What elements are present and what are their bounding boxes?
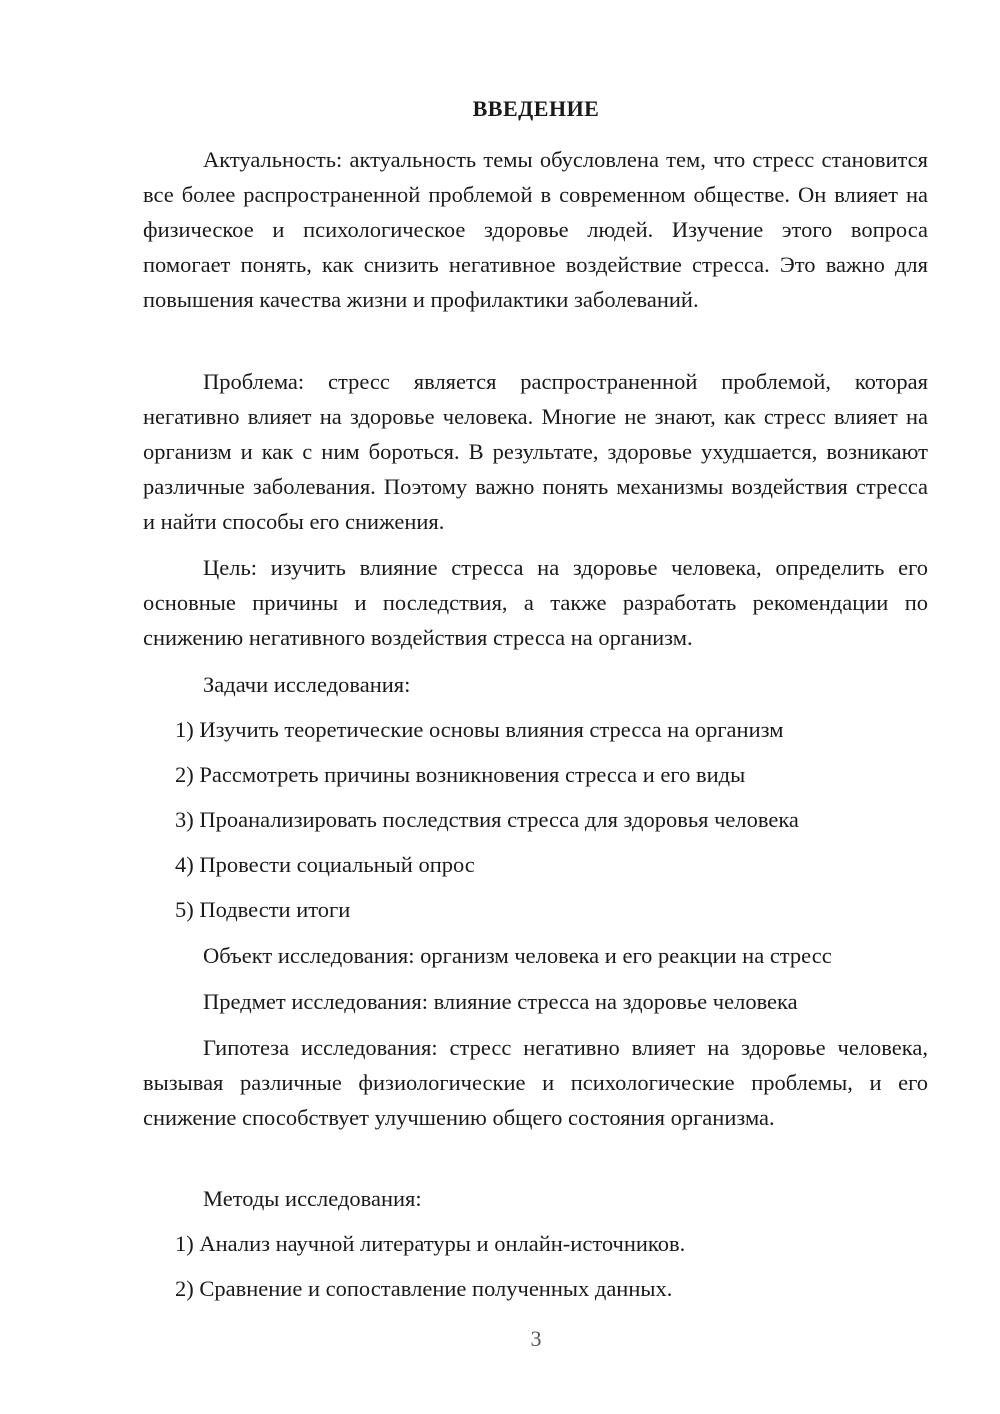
methods-heading: Методы исследования: xyxy=(203,1186,422,1211)
problem-paragraph: Проблема: стресс является распространенной проблемой, которая негативно влияет на здоровье человека. Многие не знают, как стресс влияет на организм и как с ним бороться. В результате, здоровье ухудшается, возникают различные заболевания. Поэтому важно понять механизмы воздействия стресса и найти способы его снижения. xyxy=(143,369,928,534)
hypothesis-paragraph: Гипотеза исследования: стресс негативно влияет на здоровье человека, вызывая различные физиологические и психологические проблемы, и его снижение способствует улучшению общего состояния организма. xyxy=(143,1035,928,1130)
task-item: 1) Изучить теоретические основы влияния стресса на организм xyxy=(175,717,784,742)
page-title: ВВЕДЕНИЕ xyxy=(472,96,600,121)
task-item: 5) Подвести итоги xyxy=(175,897,351,922)
tasks-heading: Задачи исследования: xyxy=(203,672,411,697)
subject-line: Предмет исследования: влияние стресса на здоровье человека xyxy=(203,989,798,1014)
goal-paragraph: Цель: изучить влияние стресса на здоровье человека, определить его основные причины и последствия, а также разработать рекомендации по снижению негативного воздействия стресса на организм. xyxy=(143,555,928,650)
method-item: 2) Сравнение и сопоставление полученных данных. xyxy=(175,1276,673,1301)
task-item: 4) Провести социальный опрос xyxy=(175,852,475,877)
relevance-paragraph: Актуальность: актуальность темы обусловлена тем, что стресс становится все более распространенной проблемой в современном обществе. Он влияет на физическое и психологическое здоровье людей. Изучение этого вопроса помогает понять, как снизить негативное воздействие стресса. Это важно для повышения качества жизни и профилактики заболеваний. xyxy=(143,147,928,312)
method-item: 1) Анализ научной литературы и онлайн-источников. xyxy=(175,1231,686,1256)
object-line: Объект исследования: организм человека и его реакции на стресс xyxy=(203,943,832,968)
task-item: 3) Проанализировать последствия стресса для здоровья человека xyxy=(175,807,799,832)
page-number: 3 xyxy=(530,1326,542,1351)
task-item: 2) Рассмотреть причины возникновения стресса и его виды xyxy=(175,762,746,787)
